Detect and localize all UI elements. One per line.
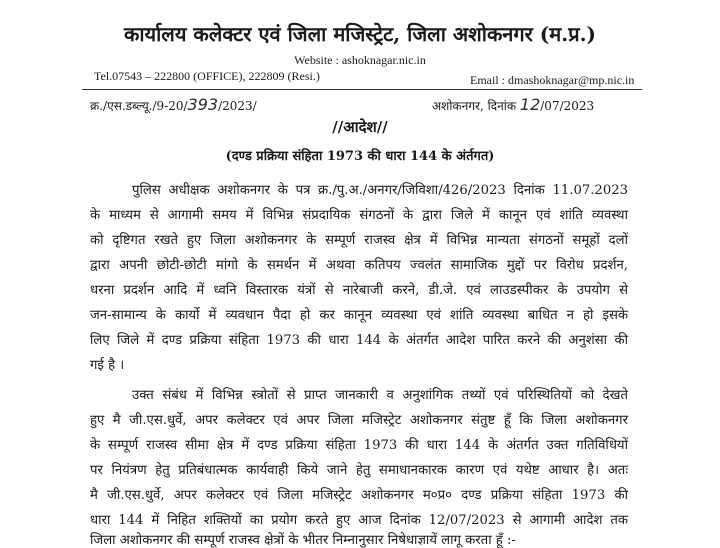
paragraph-2-line: के सम्पूर्ण राजस्व सीमा क्षेत्र में दण्ड प्रक्रिया संहिता 1973 की धारा 144 के अंतर्गत उक्त गतिविधियों — [90, 438, 628, 453]
office-title: कार्यालय कलेक्टर एवं जिला मजिस्ट्रेट, जिला अशोकनगर (म.प्र.) — [123, 22, 597, 46]
order-heading: //आदेश// — [332, 118, 388, 136]
paragraph-1-line: लिए जिले में दण्ड प्रक्रिया संहिता 1973 की धारा 144 के अंतर्गत आदेश पारित करने की अनुशंसा की — [90, 333, 628, 348]
paragraph-2-line: हुए मै जी.एस.धुर्वे, अपर कलेक्टर एवं अपर जिला मजिस्ट्रेट अशोकनगर संतुष्ट हूँ कि जिला अशोकनगर — [90, 413, 628, 428]
reference-suffix: /2023/ — [218, 99, 257, 113]
telephone-line: Tel.07543 – 222800 (OFFICE), 222809 (Resi.) — [94, 69, 320, 83]
order-subheading: (दण्ड प्रक्रिया संहिता 1973 की धारा 144 के अंर्तगत) — [225, 149, 495, 164]
paragraph-2-line: उक्त संबंध में विभिन्न स्त्रोतों से प्राप्त जानकारी व अनुशांगिक तथ्यों एवं परिस्थितियों को देखते — [132, 388, 628, 403]
header-divider — [82, 89, 642, 90]
issue-date — [432, 95, 594, 114]
paragraph-1-line: पुलिस अधीक्षक अशोकनगर के पत्र क्र./पु.अ./अनगर/जिविशा/426/2023 दिनांक 11.07.2023 — [132, 183, 628, 198]
handwritten-date-day: 12 — [519, 95, 541, 114]
paragraph-2-line: धारा 144 में निहित शक्तियों का प्रयोग करते हुए आज दिनांक 12/07/2023 से आगामी आदेश तक — [90, 513, 628, 528]
paragraph-2-line: जिला अशोकनगर की सम्पूर्ण राजस्व क्षेत्रों के भीतर निम्नानुसार निषेधाज्ञायें लागू करता हूँ :- — [90, 533, 516, 548]
paragraph-1-line: के माध्यम से आगामी समय में विभिन्न संप्रदायिक संगठनों के द्वारा जिले में कानून एवं शांति व्यवस्था — [90, 208, 628, 223]
paragraph-1-line: को दृष्टिगत रखते हुए जिला अशोकनगर के सम्पूर्ण राजस्व क्षेत्र में विभिन्न मान्यता संगठनों समूहों दलों — [90, 233, 628, 248]
paragraph-2-line: पर नियंत्रण हेतु प्रतिबंधात्मक कार्यवाही किये जाने हेतु समाधानकारक कारण एवं यथेष्ट आधार है। अतः — [90, 463, 628, 478]
date-suffix: /07/2023 — [540, 99, 595, 113]
paragraph-1-line: द्वारा अपनी छोटी-छोटी मांगो के समर्थन में अथवा कतिपय ज्वलंत सामाजिक मुद्दों पर विरोध प्रदर्शन, — [90, 258, 628, 273]
handwritten-reference-number: 393 — [187, 95, 219, 114]
paragraph-2-line: मै जी.एस.धुर्वे, अपर कलेक्टर एवं जिला मजिस्ट्रेट अशोकनगर म०प्र० दण्ड प्रक्रिया संहिता 1973 की — [90, 488, 628, 503]
email-line: Email : dmashoknagar@mp.nic.in — [470, 73, 635, 87]
paragraph-1-line: गई है । — [90, 358, 125, 373]
paragraph-1-line: जन-सामान्य के कार्यो में व्यवधान पैदा हो कर कानून व्यवस्था एवं शांति व्यवस्था बाधित न हो इसके — [90, 308, 628, 323]
reference-prefix: क्र./एस.डब्ल्यू./9-20/ — [90, 99, 188, 113]
website-line: Website : ashoknagar.nic.in — [294, 53, 426, 67]
paragraph-1-line: धरना प्रदर्शन आदि में ध्वनि विस्तारक यंत्रों से नारेबाजी करने, डी.जे. एवं लाउडस्पीकर के उपयोग से — [90, 283, 628, 298]
date-prefix: अशोकनगर, दिनांक — [432, 99, 517, 113]
reference-number — [90, 95, 257, 114]
